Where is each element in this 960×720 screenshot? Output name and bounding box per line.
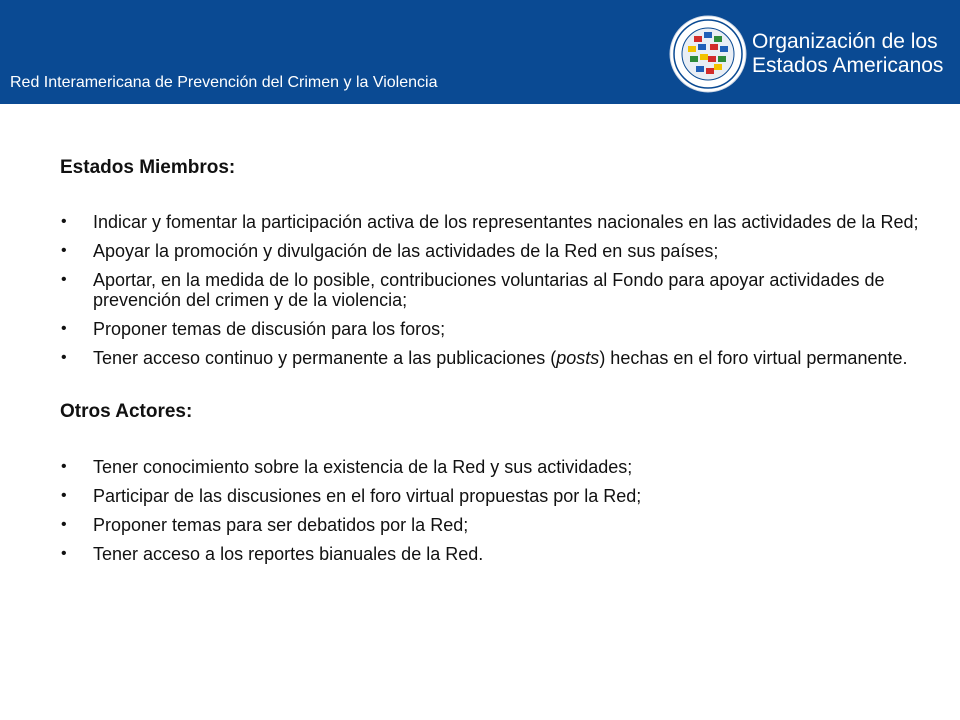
list-item-text-start: Tener acceso continuo y permanente a las publicaciones ( [93, 348, 557, 368]
section-title-estados-miembros: Estados Miembros: [60, 157, 236, 178]
list-item-emphasis: posts [556, 348, 600, 368]
bullet-list-estados-miembros [60, 212, 920, 368]
section-title-otros-actores: Otros Actores: [60, 401, 193, 422]
bullet-list-otros-actores [60, 457, 920, 564]
list-item: • Aportar, en la medida de lo posible, contribuciones voluntarias al Fondo para apoyar actividades de prevención del crimen y de la violencia; [60, 270, 920, 310]
network-title: Red Interamericana de Prevención del Crimen y la Violencia [10, 74, 438, 91]
org-name-line-2: Estados Americanos [752, 54, 944, 77]
oas-seal-icon [668, 14, 748, 94]
header-bar [0, 0, 960, 104]
list-item [60, 348, 920, 368]
list-item: • Indicar y fomentar la participación activa de los representantes nacionales en las actividades de la Red; [60, 212, 920, 232]
list-item: • Apoyar la promoción y divulgación de las actividades de la Red en sus países; [60, 241, 920, 261]
list-item: • Tener acceso a los reportes bianuales de la Red. [60, 544, 920, 564]
list-item: • Proponer temas para ser debatidos por la Red; [60, 515, 920, 535]
list-item-text-end: ) hechas en el foro virtual permanente. [599, 348, 908, 368]
list-item: • Participar de las discusiones en el foro virtual propuestas por la Red; [60, 486, 920, 506]
list-item: • Tener conocimiento sobre la existencia de la Red y sus actividades; [60, 457, 920, 477]
list-item: • Proponer temas de discusión para los foros; [60, 319, 920, 339]
org-name-line-1: Organización de los [752, 30, 938, 53]
org-name [752, 30, 943, 78]
slide-content [60, 156, 920, 573]
